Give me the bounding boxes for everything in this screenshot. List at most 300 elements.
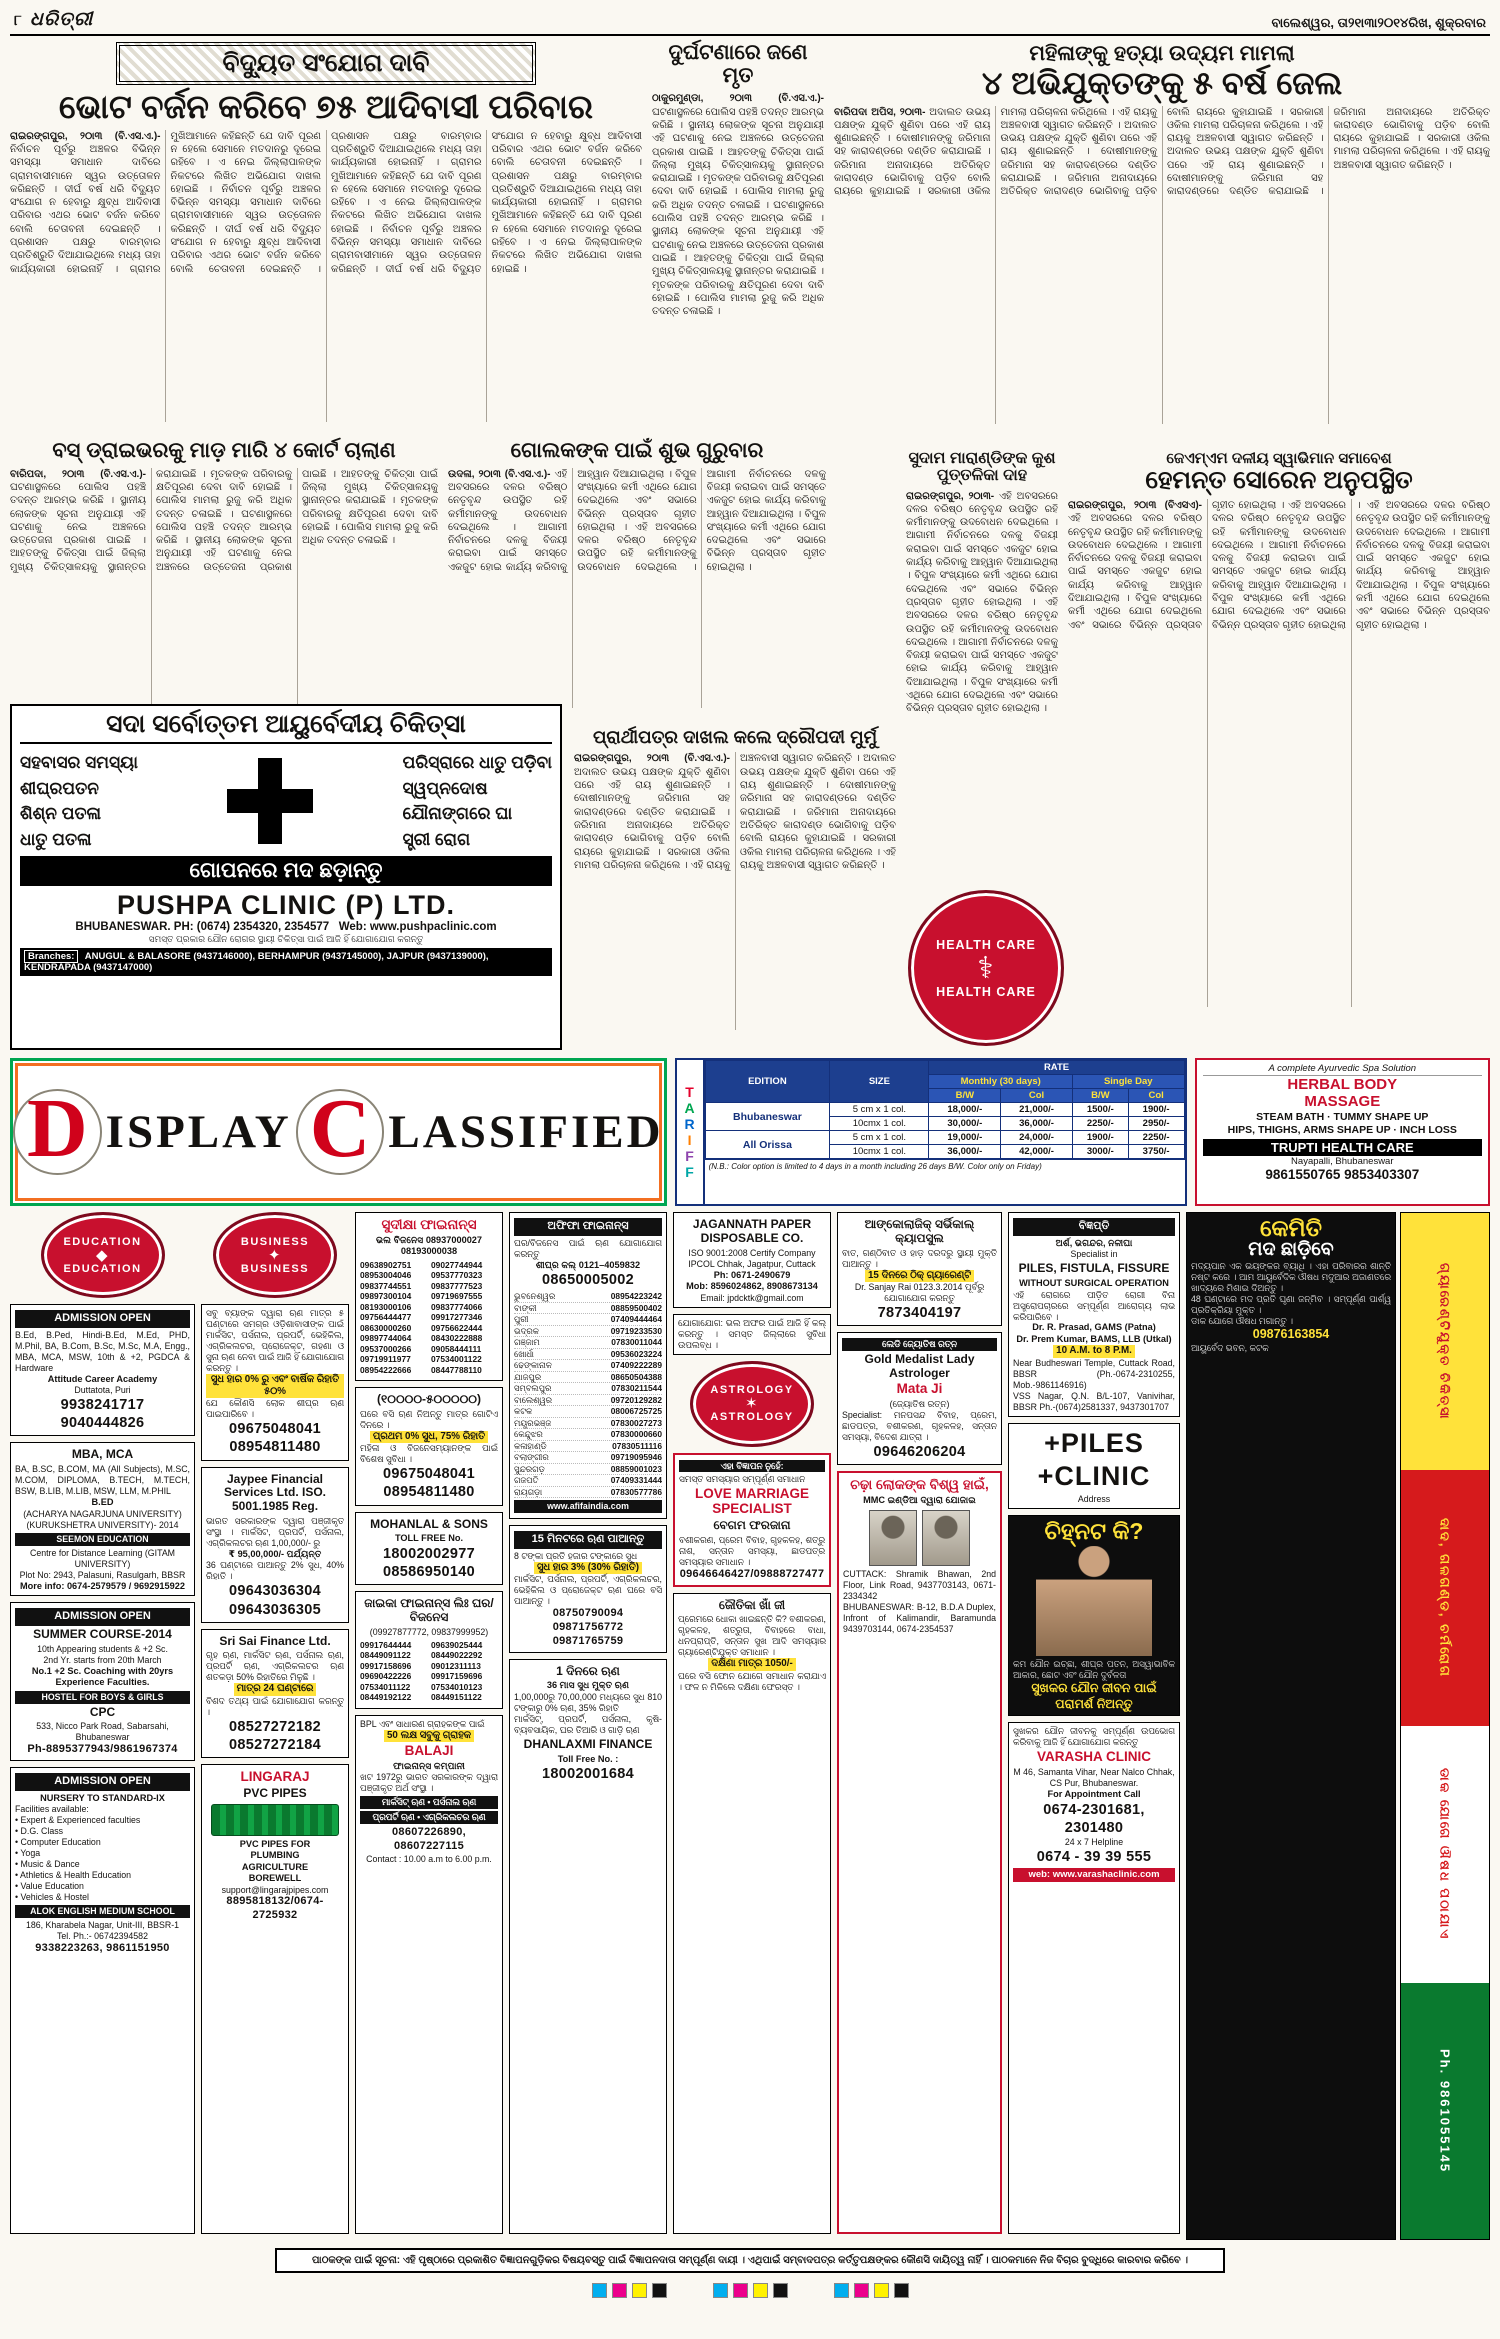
ad-jaypee-financial	[201, 1467, 349, 1623]
ad-text-line: B.ED	[91, 1497, 114, 1508]
masthead	[10, 6, 1490, 36]
ad-text-line: ପ୍ରେମରେ ଧୋକା ଖାଇଛନ୍ତି କି? ବଶୀକରଣ, ଗୃହକଳହ, ଶତ୍ରୁତା, ବିବାହରେ ବାଧା, ଧନପ୍ରାପ୍ତି, ସନ୍ତାନ ସୁଖ ଆଦି ସମସ୍ୟାର ଗ୍ୟାରେଣ୍ଟିଯୁକ୍ତ ସମାଧାନ ।	[678, 1614, 826, 1658]
phone-number: 08430222888	[431, 1333, 483, 1344]
story-dateline: ରାଇରଙ୍ଗପୁର, ୨୦ା୩ (ବି.ଏସ.ଏ.)-	[574, 753, 730, 765]
district-phone-row	[514, 1464, 662, 1476]
cmyk-mark-group	[834, 2283, 909, 2298]
edition-dateline: ବାଲେଶ୍ୱର, ତା୨୧ା୩ା୨୦୧୪ରିଖ, ଶୁକ୍ରବାର	[1271, 15, 1486, 30]
ad-text-line: • Athletics & Health Education	[15, 1870, 132, 1881]
badge-label: EDUCATION	[63, 1235, 142, 1248]
phone-number: 07534011122	[360, 1681, 411, 1692]
district-phone-row	[514, 1314, 662, 1326]
ad-text-line: 08954811480	[383, 1484, 475, 1501]
district-phone-row	[514, 1349, 662, 1361]
story-text: ଅଦାଲତ ଉଭୟ ପକ୍ଷଙ୍କ ଯୁକ୍ତି ଶୁଣିବା ପରେ ଏହି ରାୟ ଶୁଣାଇଛନ୍ତି । ଦୋଷୀମାନଙ୍କୁ ଜରିମାନା ସହ କାରାଦଣ୍ଡରେ ଦଣ୍ଡିତ କରାଯାଇଛି । ଜରିମାନା ଅନାଦାୟରେ ଅତିରିକ୍ତ କାରାଦଣ୍ଡ ଭୋଗିବାକୁ ପଡ଼ିବ ବୋଲି ରାୟରେ କୁହାଯାଇଛି । ସରକାରୀ ଓକିଲ ମାମଲା ପରିଚାଳନା କରିଥିଲେ । ଏହି ରାୟକୁ ଅଞ୍ଚଳବାସୀ ସ୍ୱାଗତ କରିଛନ୍ତି । ଅଦାଲତ ଉଭୟ ପକ୍ଷଙ୍କ ଯୁକ୍ତି ଶୁଣିବା ପରେ ଏହି ରାୟ ଶୁଣାଇଛନ୍ତି । ଦୋଷୀମାନଙ୍କୁ ଜରିମାନା ସହ କାରାଦଣ୍ଡରେ ଦଣ୍ଡିତ କରାଯାଇଛି । ଜରିମାନା ଅନାଦାୟରେ ଅତିରିକ୍ତ କାରାଦଣ୍ଡ ଭୋଗିବାକୁ ପଡ଼ିବ ବୋଲି ରାୟରେ କୁହାଯାଇଛି । ସରକାରୀ ଓକିଲ ମାମଲା ପରିଚାଳନା କରିଥିଲେ । ଏହି ରାୟକୁ ଅଞ୍ଚଳବାସୀ ସ୍ୱାଗତ କରିଛନ୍ତି । ଅଦାଲତ ଉଭୟ ପକ୍ଷଙ୍କ ଯୁକ୍ତି ଶୁଣିବା ପରେ ଏହି ରାୟ ଶୁଣାଇଛନ୍ତି । ଦୋଷୀମାନଙ୍କୁ ଜରିମାନା ସହ କାରାଦଣ୍ଡରେ ଦଣ୍ଡିତ କରାଯାଇଛି । ଜରିମାନା ଅନାଦାୟରେ ଅତିରିକ୍ତ କାରାଦଣ୍ଡ ଭୋଗିବାକୁ ପଡ଼ିବ ବୋଲି ରାୟରେ କୁହାଯାଇଛି । ସରକାରୀ ଓକିଲ ମାମଲା ପରିଚାଳନା କରିଥିଲେ । ଏହି ରାୟକୁ ଅଞ୍ଚଳବାସୀ ସ୍ୱାଗତ କରିଛନ୍ତି ।	[834, 106, 1490, 198]
ad-text-line: PVC PIPES FOR	[239, 1838, 311, 1849]
tariff-header-cell: Single Day	[1072, 1075, 1184, 1089]
ad-text-line: M 46, Samanta Vihar, Near Nalco Chhak, CS Pur, Bhubaneswar.	[1013, 1767, 1175, 1789]
ad-balaji-finance	[355, 1715, 503, 2234]
district-name: କଳାହାଣ୍ଡି	[514, 1440, 547, 1451]
ad-text-line: PILES, FISTULA, FISSURE	[1018, 1261, 1170, 1276]
phone-number: 09639025444	[431, 1639, 483, 1650]
phone-number: 07534001122	[431, 1354, 482, 1365]
ad-text-line: JAGANNATH PAPER DISPOSABLE CO.	[692, 1217, 812, 1245]
phone-number: 09719911977	[360, 1354, 411, 1365]
phone-number: 09058444111	[431, 1343, 482, 1354]
ad-text-line: • D.G. Class	[15, 1826, 64, 1837]
ad-piles-clinic	[1008, 1423, 1180, 1509]
phone-number: 09917277346	[431, 1312, 483, 1323]
ad-text-line: 50 ଲକ୍ଷ ସବୁକୁ ଗ୍ରାହକ	[384, 1730, 474, 1742]
ad-text-line: (09927877772, 09837999952)	[369, 1626, 489, 1637]
ad-text-line: Specialist in	[1070, 1249, 1118, 1260]
ad-text-line: ସୁଖକର ଯୌନ ଜୀବନକୁ ସମ୍ପୂର୍ଣ୍ଣ ଉପଭୋଗ କରିବାକୁ ଆଜି ହିଁ ଯୋଗାଯୋଗ କରନ୍ତୁ	[1013, 1726, 1175, 1748]
color-swatch	[632, 2283, 647, 2298]
color-swatch	[854, 2283, 869, 2298]
ad-text-line: B.Ed, B.Ped, Hindi-B.Ed, M.Ed, PHD, M.Phil, BA, B.Com, B.Sc, M.Sc, M.A, Engg., MBA, MCA, MSW, 10th & +2, PGDCA & Hardware	[15, 1329, 190, 1373]
ad-text-line: • Vehicles & Hostel	[15, 1892, 89, 1903]
ad-text-line: Contact : 10.00 a.m to 6.00 p.m.	[366, 1853, 492, 1864]
story-text: ଏହି ଅବସରରେ ଦଳର ବରିଷ୍ଠ ନେତୃବୃନ୍ଦ ଉପସ୍ଥିତ ରହି କର୍ମୀମାନଙ୍କୁ ଉଦବୋଧନ ଦେଇଥିଲେ । ଆଗାମୀ ନିର୍ବାଚନରେ ଦଳକୁ ବିଜୟୀ କରାଇବା ପାଇଁ ସମସ୍ତେ ଏକଜୁଟ ହୋଇ କାର୍ଯ୍ୟ କରିବାକୁ ଆହ୍ୱାନ ଦିଆଯାଇଥିଲା । ବିପୁଳ ସଂଖ୍ୟାରେ କର୍ମୀ ଏଥିରେ ଯୋଗ ଦେଇଥିଲେ ଏବଂ ସଭାରେ ବିଭିନ୍ନ ପ୍ରସ୍ତାବ ଗୃହୀତ ହୋଇଥିଲା । ଏହି ଅବସରରେ ଦଳର ବରିଷ୍ଠ ନେତୃବୃନ୍ଦ ଉପସ୍ଥିତ ରହି କର୍ମୀମାନଙ୍କୁ ଉଦବୋଧନ ଦେଇଥିଲେ । ଆଗାମୀ ନିର୍ବାଚନରେ ଦଳକୁ ବିଜୟୀ କରାଇବା ପାଇଁ ସମସ୍ତେ ଏକଜୁଟ ହୋଇ କାର୍ଯ୍ୟ କରିବାକୁ ଆହ୍ୱାନ ଦିଆଯାଇଥିଲା । ବିପୁଳ ସଂଖ୍ୟାରେ କର୍ମୀ ଏଥିରେ ଯୋଗ ଦେଇଥିଲେ ଏବଂ ସଭାରେ ବିଭିନ୍ନ ପ୍ରସ୍ତାବ ଗୃହୀତ ହୋଇଥିଲା ।	[448, 468, 826, 573]
ad-text-line: ପ୍ରପର୍ଟି ଋଣ • ଏଗ୍ରିକଲଚର ଋଣ	[360, 1811, 498, 1824]
district-phone-row	[514, 1383, 662, 1395]
phone-number: 09690422226	[360, 1671, 412, 1682]
edge-strip-ads	[1400, 1212, 1490, 2240]
ad-text-line: 0674-2301681, 2301480	[1043, 1801, 1145, 1836]
ad-text-line: Specialist: ମନପସନ୍ଦ ବିବାହ, ପ୍ରେମ, ଛାଡପତ୍ର, ବଶୀକରଣ, ଗୃହକଳହ, ସନ୍ତାନ ସମସ୍ୟା, ବିଦେଶ ଯାତ୍ରା ।	[842, 1410, 997, 1443]
tariff-letter: I	[687, 1132, 692, 1148]
tariff-edition: Bhubaneswar	[705, 1103, 830, 1131]
symptom-item: ପରିସ୍ରାରେ ଧାତୁ ପଡ଼ିବା	[402, 753, 552, 772]
ad-text-line: ମଦ୍ୟପାନ ଏକ ଭୟଙ୍କର ବ୍ୟାଧି । ଏହା ପରିବାରର ଶାନ୍ତି ନଷ୍ଟ କରେ । ଆମ ଆୟୁର୍ବେଦିକ ଔଷଧ ମଦୁଆର ଅଜାଣତରେ ଖାଦ୍ୟରେ ମିଶାଇ ଦିଅନ୍ତୁ ।	[1191, 1261, 1391, 1293]
tariff-head	[705, 1061, 1184, 1103]
phone-number: 07534010123	[431, 1681, 483, 1692]
ad-text-line: 08586950140	[382, 1563, 475, 1580]
banner-letter-d: D	[13, 1089, 102, 1174]
ad-seemon-education	[10, 1442, 195, 1596]
ad-sri-sai-finance	[201, 1629, 349, 1758]
ad-text-line: 09643036305	[228, 1601, 321, 1618]
tariff-cell: 3750/-	[1128, 1145, 1184, 1159]
ad-pushpa-clinic	[10, 704, 562, 1050]
story-headline: ଭୋଟ ବର୍ଜନ କରିବେ ୭୫ ଆଦିବାସୀ ପରିବାର	[58, 88, 594, 125]
print-registration-marks	[10, 2283, 1490, 2298]
story-vote-boycott	[10, 42, 642, 422]
color-swatch	[753, 2283, 768, 2298]
star-icon: ✶	[744, 1395, 760, 1412]
ad-text-line: ₹ 95,00,000/- ପର୍ଯ୍ୟନ୍ତ	[228, 1548, 322, 1559]
pvc-pipes-image	[211, 1804, 340, 1836]
district-phone: 07830011044	[611, 1337, 662, 1348]
ad-text-line: Dr. Sanjay Rai 0123.3.2014 ପୂର୍ବରୁ ଯୋଗାଯୋଗ କରନ୍ତୁ	[854, 1281, 985, 1303]
ad-text-line: ADMISSION OPEN	[15, 1773, 190, 1791]
ad-text-line: Jaypee Financial Services Ltd. ISO. 5001.1985 Reg.	[223, 1471, 327, 1514]
ad-text-line: 0674 - 39 39 555	[1036, 1849, 1152, 1865]
ad-text-line: 10 A.M. to 8 P.M.	[1053, 1345, 1135, 1357]
story-jail-verdict	[834, 42, 1490, 424]
phone-number: 08449151122	[431, 1692, 482, 1703]
badge-label: BUSINESS	[240, 1262, 310, 1275]
tariff-cell: 5 cm x 1 col.	[830, 1131, 929, 1145]
phone-number: 08193000106	[360, 1301, 412, 1312]
ad-text-line: 09871765759	[552, 1634, 624, 1647]
ad-text-line: 08527272184	[228, 1736, 321, 1753]
tariff-cell: 30,000/-	[929, 1117, 1001, 1131]
district-phone-row	[514, 1303, 662, 1315]
ad-text-line: WITHOUT SURGICAL OPERATION	[1019, 1278, 1169, 1289]
phone-list	[360, 1260, 498, 1376]
ad-text-line: 48 ଘଣ୍ଟାରେ ମଦ ପ୍ରତି ଘୃଣା ଜନ୍ମିବ । ସମ୍ପୂର୍ଣ୍ଣ ପାର୍ଶ୍ୱ ପ୍ରତିକ୍ରିୟା ମୁକ୍ତ ।	[1191, 1293, 1391, 1315]
ad-text-line: 09675048041	[228, 1421, 321, 1438]
phone-number: 09917644444	[360, 1639, 412, 1650]
ad-text-line: ବିଶଦ ତଥ୍ୟ ପାଇଁ ଯୋଗାଯୋଗ କରନ୍ତୁ ।	[206, 1695, 344, 1717]
district-name: କଟକ	[514, 1406, 533, 1417]
ad-text-line: Mata Ji	[896, 1381, 943, 1397]
ad-text-line: ଭାରତ ସରକାରଙ୍କ ଦ୍ୱାରା ପଞ୍ଜୀକୃତ ସଂସ୍ଥା । ମାର୍କସିଟ, ପ୍ରପର୍ଟି, ପର୍ସନାଲ, ଏଗ୍ରିକଲଚର ଋଣ 1,00,000/- ରୁ	[206, 1515, 344, 1548]
story-body	[574, 752, 896, 1030]
tariff-cell: 21,000/-	[1001, 1103, 1073, 1117]
district-name: ରାୟଗଡ଼ା	[514, 1486, 543, 1497]
ad-text-line: BALAJI	[404, 1742, 454, 1758]
color-swatch	[652, 2283, 667, 2298]
phone-number: 09837774066	[431, 1301, 483, 1312]
ad-text-line: ସୁଧ ହାର 0% ରୁ ଏବଂ ବାର୍ଷିକ ରିହାତି ୫୦%	[206, 1374, 344, 1398]
portrait-photo	[922, 1510, 970, 1566]
phone-number: 09027744944	[431, 1259, 483, 1270]
col-education	[10, 1212, 195, 2240]
tariff-cell: 18,000/-	[929, 1103, 1001, 1117]
trupti-line: MASSAGE	[1304, 1093, 1381, 1111]
col-piles	[1008, 1212, 1180, 2240]
male-figure-image	[1036, 1546, 1153, 1656]
story-dateline: ଠାକୁରମୁଣ୍ଡା, ୨୦ା୩ (ବି.ଏସ.ଏ.)-	[652, 93, 824, 105]
story-accident-death	[652, 42, 824, 392]
ad-text-line: ସୁଧ ହାର 3% (30% ରିହାତି)	[534, 1562, 642, 1574]
symptom-item: ସହବାସର ସମସ୍ୟା	[20, 753, 138, 772]
district-name: ବାଲେଶ୍ୱର	[514, 1394, 553, 1405]
page-number: ୮	[14, 11, 22, 29]
ad-text-line: SUMMER COURSE-2014	[33, 1626, 172, 1641]
district-phone: 09719233530	[610, 1325, 662, 1336]
ad-chinhata-ki	[1008, 1515, 1180, 1716]
ad-love-marriage	[673, 1453, 831, 1587]
tariff-cell: 2250/-	[1072, 1117, 1128, 1131]
ad-text-line: (ACHARYA NAGARJUNA UNIVERSITY) (KURUKSHETRA UNIVERSITY)- 2014	[23, 1508, 182, 1530]
ad-text-line: ମଦ ଛାଡ଼ିବେ	[1248, 1239, 1334, 1261]
color-swatch	[612, 2283, 627, 2298]
ad-jaika-finance	[355, 1591, 503, 1709]
phone-number: 09837744551	[360, 1280, 412, 1291]
story-golak-thursday	[448, 440, 826, 708]
ad-alok-school	[10, 1767, 195, 2234]
edge-strip-segment: ଗ୍ୟାରେଣ୍ଟିଯୁକ୍ତ ଚିକିତ୍ସା	[1401, 1213, 1489, 1470]
ad-text-line: MBA, MCA	[71, 1447, 134, 1462]
ad-loan-range	[355, 1387, 503, 1505]
tariff-letter: F	[685, 1148, 694, 1165]
tariff-header-cell: B/W	[1072, 1089, 1128, 1103]
district-name: ମୟୂରଭଞ୍ଜ	[514, 1417, 552, 1428]
ad-text-line: Near Budheswari Temple, Cuttack Road, BBSR (Ph.-0674-2310255, Mob.-9861146916)	[1013, 1357, 1175, 1390]
tariff-header-cell: SIZE	[830, 1061, 929, 1103]
district-phone-row	[514, 1429, 662, 1441]
ad-text-line: ଜାଇକା ଫାଇନାନ୍ସ ଲିଃ ଘର/ବିଜନେସ	[364, 1596, 494, 1624]
ad-text-line: Mob: 8596024862, 8908673134	[686, 1281, 818, 1292]
portrait-photos	[843, 1510, 996, 1566]
ad-text-line: 186, Kharabela Nagar, Unit-III, BBSR-1	[25, 1920, 180, 1931]
phone-number: 09719697555	[431, 1291, 483, 1302]
ad-mohanlal-sons	[355, 1512, 503, 1586]
tariff-header-cell: Col	[1128, 1089, 1184, 1103]
ad-text-line: ପ୍ରଥମ 0% ସୁଧ, 75% ରିହାତି	[370, 1431, 488, 1443]
tariff-cell: 1500/-	[1072, 1103, 1128, 1117]
col-finance-numbers	[355, 1212, 503, 2240]
phone-number: 09837777523	[431, 1280, 483, 1291]
ad-text-line: 08750790094	[552, 1607, 624, 1620]
ad-text-line: Centre for Distance Learning (GITAM UNIVERSITY)	[29, 1547, 176, 1569]
ad-text-line: 08193000038	[400, 1246, 458, 1257]
ad-text-line: ବାତ, ଗଣ୍ଠିବାତ ଓ ହାଡ଼ ଦରଦରୁ ସ୍ଥାୟୀ ମୁକ୍ତି ପାଆନ୍ତୁ ।	[842, 1247, 997, 1269]
ad-text-line: 18002001684	[541, 1766, 634, 1783]
ad-trupti-health-care: A complete Ayurvedic Spa Solution HERBAL BODY MASSAGE STEAM BATH · TUMMY SHAPE UP HIPS, THIGHS, ARMS SHAPE UP · INCH LOSS TRUPTI HEALTH CARE Nayapalli, Bhubaneswar 9861550765 9853403307	[1195, 1058, 1490, 1206]
ad-text-line: 08650005002	[541, 1272, 634, 1289]
banner-letter-c: C	[296, 1089, 385, 1174]
ad-text-line: ମାର୍କସିଟ୍, ପ୍ରପର୍ଟି, ପର୍ସନାଲ, କୃଷି-ବ୍ୟବସାୟିକ, ଘର ତିଆରି ଓ ଗାଡ଼ି ଋଣ	[514, 1713, 662, 1735]
ad-text-line: ବିଜ୍ଞପ୍ତି	[1013, 1218, 1175, 1236]
district-phone-row	[514, 1418, 662, 1430]
cmyk-mark-group	[713, 2283, 788, 2298]
symptom-item: ସ୍ୱପ୍ନଦୋଷ	[402, 778, 488, 798]
color-swatch	[834, 2283, 849, 2298]
tariff-header-cell: B/W	[929, 1089, 1001, 1103]
ad-text-line: ADMISSION OPEN	[15, 1608, 190, 1626]
ad-mmc-india	[837, 1471, 1002, 2234]
district-phone-row	[514, 1337, 662, 1349]
ad-text-line: ଘରେ ବସି ଫୋନ ଯୋଗେ ସମାଧାନ କରାଯାଏ । ଫଳ ନ ମିଳିଲେ ଦକ୍ଷିଣା ଫେରସ୍ତ ।	[678, 1670, 826, 1692]
ad-text-line: IPCOL Chhak, Jagatpur, Cuttack	[688, 1258, 816, 1269]
district-phone: 07830577786	[610, 1486, 662, 1497]
symptom-list-right	[403, 750, 552, 852]
ad-text-line: +CLINIC	[1037, 1461, 1151, 1492]
ad-text-line: AGRICULTURE	[241, 1861, 309, 1872]
ad-text-line: ଏହା ବିଜ୍ଞାପନ ନୁହେଁ:	[679, 1460, 825, 1473]
ad-text-line: ସବୁ ବ୍ୟାଙ୍କ ଦ୍ୱାରା ଋଣ ମାତ୍ର ୫ ଘଣ୍ଟାରେ ସମଗ୍ର ଓଡ଼ିଶାବାସୀଙ୍କ ପାଇଁ ମାର୍କସିଟ, ପର୍ସନାଲ, ପ୍ରପର୍ଟି, ଭେହିକିଲ, ଏଗ୍ରିକଲଚର, ପ୍ରୋଜେକ୍ଟ, ଗହଣା ଓ ସୁନା ଋଣ ନେବା ପାଇଁ ଆଜି ହିଁ ଯୋଗାଯୋଗ କରନ୍ତୁ ।	[206, 1308, 344, 1373]
ad-text-line: 15 ଦିନରେ ଠିକ୍ ଗ୍ୟାରେଣ୍ଟି	[865, 1270, 974, 1282]
ad-text-line: ସୁଖକର ଯୌନ ଜୀବନ ପାଇଁ ପରାମର୍ଶ ନିଅନ୍ତୁ	[1031, 1681, 1157, 1711]
ad-text-line: ଆୟୁର୍ବେଦ ଭବନ, କଟକ	[1191, 1342, 1269, 1353]
tariff-cell: 10cmx 1 col.	[830, 1145, 929, 1159]
ad-text-line: Duttatota, Puri	[74, 1385, 131, 1396]
col-afifa	[509, 1212, 667, 2240]
story-body	[10, 468, 438, 708]
ad-text-line: 10th Appearing students & +2 Sc.	[37, 1643, 168, 1654]
ad-text-line: Email: jpdcktk@gmail.com	[700, 1292, 804, 1303]
ad-text-line: 533, Nicco Park Road, Sabarsahi, Bhubaneswar	[36, 1721, 169, 1743]
edge-strip-segment: ଦାଦ, ଗଳଗଣ୍ଡ, ଚର୍ମରୋଗ	[1401, 1470, 1489, 1727]
ad-text-line: Plot No: 2943, Palasuni, Rasulgarh, BBSR	[19, 1569, 186, 1580]
ad-text-line: 36 ଘଣ୍ଟାରେ ପାଆନ୍ତୁ 2% ସୁଧ, 40% ରିହାତି ।	[206, 1560, 344, 1582]
phone-number: 09537770323	[431, 1270, 483, 1281]
tariff-edition: All Orissa	[705, 1131, 830, 1159]
ad-admission-open-bed	[10, 1304, 195, 1436]
badge-label: ASTROLOGY	[710, 1384, 794, 1396]
ad-text-line: BOREWELL	[248, 1873, 302, 1883]
story-body	[652, 92, 824, 392]
ad-text-line: Tel. Ph.:- 06742394582	[57, 1931, 148, 1942]
handshake-icon: ✦	[267, 1246, 283, 1264]
ad-text-line: SEEMON EDUCATION	[15, 1533, 190, 1546]
col-right-edge	[1186, 1212, 1490, 2240]
medical-cross-icon	[227, 758, 313, 844]
district-name: ବଲାଙ୍ଗୀର	[514, 1452, 549, 1463]
district-phone: 08859001023	[610, 1463, 662, 1474]
ad-text-line: ଏହି ରୋଗରେ ପୀଡ଼ିତ ରୋଗୀ ବିନା ଅସ୍ତ୍ରୋପଚାରରେ ସମ୍ପୂର୍ଣ୍ଣ ଆରୋଗ୍ୟ ଲାଭ କରିପାରିବେ ।	[1013, 1289, 1175, 1322]
symptom-item: ଧାତୁ ପତଳା	[20, 829, 92, 849]
ad-dhanlaxmi-finance	[509, 1659, 667, 2235]
badge-business	[213, 1212, 337, 1298]
phone-number: 09897300104	[360, 1291, 412, 1302]
tariff-cell: 2250/-	[1128, 1131, 1184, 1145]
story-headline: ଗୋଲକଙ୍କ ପାଇଁ ଶୁଭ ଗୁରୁବାର	[510, 439, 764, 462]
color-swatch	[894, 2283, 909, 2298]
phone-number: 08449192122	[360, 1692, 412, 1703]
ad-ancolajik-capsule	[837, 1212, 1002, 1326]
ad-text-line: ଘର/ବିଜନେସ ପାଇଁ ଋଣ ଯୋଗାଯୋଗ କରନ୍ତୁ	[514, 1237, 662, 1259]
tariff-table	[705, 1060, 1185, 1159]
tariff-letter: R	[684, 1115, 695, 1132]
ad-text-line: web: www.varashaclinic.com	[1013, 1868, 1175, 1882]
ad-text-line: (ଜ୍ୟୋତିଷ ରତ୍ନ)	[889, 1399, 950, 1410]
ad-text-line: 8 ଟଙ୍କା ପ୍ରତି ହଜାର ଟଙ୍କାରେ ସୁଧ	[514, 1551, 638, 1562]
ad-15min-loan	[509, 1525, 667, 1652]
classified-banner-row	[10, 1058, 1490, 1206]
district-phone-list	[514, 1291, 662, 1498]
ad-text-line: ଘରେ ବସି ଋଣ ନିଅନ୍ତୁ ମାତ୍ର ଗୋଟିଏ ଦିନରେ ।	[360, 1409, 498, 1431]
ad-text-line: ମାର୍କସିଟ୍ ଋଣ • ପର୍ସନାଲ ଋଣ	[360, 1796, 498, 1809]
tariff-cell: 3000/-	[1072, 1145, 1128, 1159]
trupti-name: TRUPTI HEALTH CARE	[1203, 1139, 1482, 1156]
ad-text-line: ADMISSION OPEN	[15, 1310, 190, 1328]
pushpa-note: ସମସ୍ତ ପ୍ରକାର ଯୌନ ରୋଗର ସ୍ଥାୟୀ ଚିକିତ୍ସା ପାଇଁ ଆଜି ହିଁ ଯୋଗାଯୋଗ କରନ୍ତୁ	[148, 934, 424, 944]
news-section	[10, 36, 1490, 1052]
district-phone-row	[514, 1487, 662, 1499]
ad-text-line: 08954811480	[229, 1439, 321, 1456]
district-phone: 07409222289	[610, 1360, 662, 1371]
ad-sudiksha-finance	[355, 1212, 503, 1381]
district-phone-row	[514, 1291, 662, 1303]
ad-text-line: ଆଙ୍କୋଲାଜିକ୍ ସର୍ଭିକାଲ୍ କ୍ୟାପସୁଲ	[864, 1217, 975, 1245]
ad-text-line: 09871756772	[552, 1621, 624, 1633]
district-phone-row	[514, 1326, 662, 1338]
story-dateline: ଉଦଳା, ୨୦ା୩ (ବି.ଏସ.ଏ.)-	[448, 468, 551, 480]
ad-mata-ji-astrologer	[837, 1332, 1002, 1465]
ad-text-line: ମହିଳା ଓ ବିଜନେସମ୍ୟାନଙ୍କ ପାଇଁ ବିଶେଷ ସୁବିଧା ।	[360, 1443, 498, 1465]
banner-word-classified: LASSIFIED	[388, 1106, 664, 1158]
district-name: ଖୋର୍ଧା	[514, 1348, 534, 1359]
ad-text-line: ଅର୍ଶ, ଭଗନ୍ଦର, ନଳୀଘା	[1055, 1237, 1133, 1248]
ad-text-line: ମାତ୍ର 24 ଘଣ୍ଟାରେ	[234, 1683, 317, 1695]
ad-text-line: ଯେ କୌଣସି ଲୋକ ଶୀଘ୍ର ଋଣ ପାଇପାରିବେ ।	[206, 1398, 344, 1420]
newspaper-title: ଧରିତ୍ରୀ	[29, 9, 94, 30]
pushpa-web: Web: www.pushpaclinic.com	[338, 921, 497, 933]
trupti-line: HIPS, THIGHS, ARMS SHAPE UP	[1227, 1123, 1391, 1136]
phone-number: 08953004046	[360, 1270, 412, 1281]
trupti-line: TUMMY SHAPE UP	[1333, 1110, 1429, 1123]
badge-label: EDUCATION	[63, 1262, 142, 1275]
col-astrology	[673, 1212, 831, 2240]
tariff-vertical-label	[677, 1060, 705, 1204]
ad-text-line: ଅଫିଫା ଫାଇନାନ୍ସ	[514, 1218, 662, 1236]
ad-text-line: LOVE MARRIAGE SPECIALIST	[694, 1486, 809, 1517]
ad-text-line: (୧୦୦୦୦-୫୦୦୦୦୦)	[377, 1392, 481, 1407]
color-swatch	[773, 2283, 788, 2298]
ad-text-line: ବେଗମ ଫରଜାନା	[713, 1518, 791, 1533]
tariff-cell: 10cmx 1 col.	[830, 1117, 929, 1131]
trupti-address: Nayapalli, Bhubaneswar	[1291, 1155, 1394, 1167]
ad-text-line: PLUMBING	[250, 1850, 300, 1860]
ad-text-line: କେମିତି	[1259, 1215, 1323, 1241]
story-text: ଏହି ଅବସରରେ ଦଳର ବରିଷ୍ଠ ନେତୃବୃନ୍ଦ ଉପସ୍ଥିତ ରହି କର୍ମୀମାନଙ୍କୁ ଉଦବୋଧନ ଦେଇଥିଲେ । ଆଗାମୀ ନିର୍ବାଚନରେ ଦଳକୁ ବିଜୟୀ କରାଇବା ପାଇଁ ସମସ୍ତେ ଏକଜୁଟ ହୋଇ କାର୍ଯ୍ୟ କରିବାକୁ ଆହ୍ୱାନ ଦିଆଯାଇଥିଲା । ବିପୁଳ ସଂଖ୍ୟାରେ କର୍ମୀ ଏଥିରେ ଯୋଗ ଦେଇଥିଲେ ଏବଂ ସଭାରେ ବିଭିନ୍ନ ପ୍ରସ୍ତାବ ଗୃହୀତ ହୋଇଥିଲା । ଏହି ଅବସରରେ ଦଳର ବରିଷ୍ଠ ନେତୃବୃନ୍ଦ ଉପସ୍ଥିତ ରହି କର୍ମୀମାନଙ୍କୁ ଉଦବୋଧନ ଦେଇଥିଲେ । ଆଗାମୀ ନିର୍ବାଚନରେ ଦଳକୁ ବିଜୟୀ କରାଇବା ପାଇଁ ସମସ୍ତେ ଏକଜୁଟ ହୋଇ କାର୍ଯ୍ୟ କରିବାକୁ ଆହ୍ୱାନ ଦିଆଯାଇଥିଲା । ବିପୁଳ ସଂଖ୍ୟାରେ କର୍ମୀ ଏଥିରେ ଯୋଗ ଦେଇଥିଲେ ଏବଂ ସଭାରେ ବିଭିନ୍ନ ପ୍ରସ୍ତାବ ଗୃହୀତ ହୋଇଥିଲା । ଏହି ଅବସରରେ ଦଳର ବରିଷ୍ଠ ନେତୃବୃନ୍ଦ ଉପସ୍ଥିତ ରହି କର୍ମୀମାନଙ୍କୁ ଉଦବୋଧନ ଦେଇଥିଲେ । ଆଗାମୀ ନିର୍ବାଚନରେ ଦଳକୁ ବିଜୟୀ କରାଇବା ପାଇଁ ସମସ୍ତେ ଏକଜୁଟ ହୋଇ କାର୍ଯ୍ୟ କରିବାକୁ ଆହ୍ୱାନ ଦିଆଯାଇଥିଲା । ବିପୁଳ ସଂଖ୍ୟାରେ କର୍ମୀ ଏଥିରେ ଯୋଗ ଦେଇଥିଲେ ଏବଂ ସଭାରେ ବିଭିନ୍ନ ପ୍ରସ୍ତାବ ଗୃହୀତ ହୋଇଥିଲା ।	[1068, 500, 1490, 631]
ad-kemiti-mada-chhadibe	[1186, 1212, 1396, 2240]
story-text: ନିର୍ବାଚନ ପୂର୍ବରୁ ଅଞ୍ଚଳର ବିଭିନ୍ନ ସମସ୍ୟା ସମାଧାନ ଦାବିରେ ଗ୍ରାମବାସୀମାନେ ସ୍ୱର ଉତ୍ତୋଳନ କରିଛନ୍ତି । ଦୀର୍ଘ ବର୍ଷ ଧରି ବିଦ୍ୟୁତ ସଂଯୋଗ ନ ହେବାରୁ କ୍ଷୁବ୍ଧ ଆଦିବାସୀ ପରିବାର ଏଥର ଭୋଟ ବର୍ଜନ କରିବେ ବୋଲି ଚେତାବନୀ ଦେଇଛନ୍ତି । ପ୍ରଶାସନ ପକ୍ଷରୁ ବାରମ୍ବାର ପ୍ରତିଶ୍ରୁତି ଦିଆଯାଇଥିଲେ ମଧ୍ୟ ତାହା କାର୍ଯ୍ୟକାରୀ ହୋଇନାହିଁ । ଗ୍ରାମର ମୁଖିଆମାନେ କହିଛନ୍ତି ଯେ ଦାବି ପୂରଣ ନ ହେଲେ ସେମାନେ ମତଦାନରୁ ଦୂରେଇ ରହିବେ । ଏ ନେଇ ଜିଲ୍ଲାପାଳଙ୍କ ନିକଟରେ ଲିଖିତ ଅଭିଯୋଗ ଦାଖଲ ହୋଇଛି । ନିର୍ବାଚନ ପୂର୍ବରୁ ଅଞ୍ଚଳର ବିଭିନ୍ନ ସମସ୍ୟା ସମାଧାନ ଦାବିରେ ଗ୍ରାମବାସୀମାନେ ସ୍ୱର ଉତ୍ତୋଳନ କରିଛନ୍ତି । ଦୀର୍ଘ ବର୍ଷ ଧରି ବିଦ୍ୟୁତ ସଂଯୋଗ ନ ହେବାରୁ କ୍ଷୁବ୍ଧ ଆଦିବାସୀ ପରିବାର ଏଥର ଭୋଟ ବର୍ଜନ କରିବେ ବୋଲି ଚେତାବନୀ ଦେଇଛନ୍ତି । ପ୍ରଶାସନ ପକ୍ଷରୁ ବାରମ୍ବାର ପ୍ରତିଶ୍ରୁତି ଦିଆଯାଇଥିଲେ ମଧ୍ୟ ତାହା କାର୍ଯ୍ୟକାରୀ ହୋଇନାହିଁ । ଗ୍ରାମର ମୁଖିଆମାନେ କହିଛନ୍ତି ଯେ ଦାବି ପୂରଣ ନ ହେଲେ ସେମାନେ ମତଦାନରୁ ଦୂରେଇ ରହିବେ । ଏ ନେଇ ଜିଲ୍ଲାପାଳଙ୍କ ନିକଟରେ ଲିଖିତ ଅଭିଯୋଗ ଦାଖଲ ହୋଇଛି । ନିର୍ବାଚନ ପୂର୍ବରୁ ଅଞ୍ଚଳର ବିଭିନ୍ନ ସମସ୍ୟା ସମାଧାନ ଦାବିରେ ଗ୍ରାମବାସୀମାନେ ସ୍ୱର ଉତ୍ତୋଳନ କରିଛନ୍ତି । ଦୀର୍ଘ ବର୍ଷ ଧରି ବିଦ୍ୟୁତ ସଂଯୋଗ ନ ହେବାରୁ କ୍ଷୁବ୍ଧ ଆଦିବାସୀ ପରିବାର ଏଥର ଭୋଟ ବର୍ଜନ କରିବେ ବୋଲି ଚେତାବନୀ ଦେଇଛନ୍ତି । ପ୍ରଶାସନ ପକ୍ଷରୁ ବାରମ୍ବାର ପ୍ରତିଶ୍ରୁତି ଦିଆଯାଇଥିଲେ ମଧ୍ୟ ତାହା କାର୍ଯ୍ୟକାରୀ ହୋଇନାହିଁ । ଗ୍ରାମର ମୁଖିଆମାନେ କହିଛନ୍ତି ଯେ ଦାବି ପୂରଣ ନ ହେଲେ ସେମାନେ ମତଦାନରୁ ଦୂରେଇ ରହିବେ । ଏ ନେଇ ଜିଲ୍ଲାପାଳଙ୍କ ନିକଟରେ ଲିଖିତ ଅଭିଯୋଗ ଦାଖଲ ହୋଇଛି ।	[10, 130, 642, 275]
district-phone: 07830027273	[610, 1417, 662, 1428]
ad-text-line: ଚିହ୍ନଟ କି?	[1044, 1518, 1144, 1545]
symptom-list-left	[20, 750, 138, 852]
story-headline: ବସ୍ ଡ୍ରାଇଭରକୁ ମାଡ଼ ମାରି ୪ କୋର୍ଟ ଚାଲାଣ	[52, 439, 396, 462]
district-name: ସୁନ୍ଦରଗଡ଼	[514, 1463, 545, 1474]
banner-word-display: ISPLAY	[105, 1106, 292, 1158]
ad-text-line: LINGARAJ	[240, 1768, 310, 1784]
tariff-header-cell: RATE	[929, 1061, 1184, 1075]
portrait-photo	[869, 1510, 917, 1566]
district-name: ଗଞ୍ଜାମ	[514, 1337, 540, 1348]
ad-text-line: ISO 9001:2008 Certify Company	[688, 1247, 816, 1258]
ad-text-line: PVC PIPES	[243, 1785, 307, 1800]
district-name: ସମ୍ବଲପୁର	[514, 1383, 552, 1394]
classified-grid	[10, 1212, 1490, 2240]
story-text: ଘଟଣାସ୍ଥଳରେ ପୋଲିସ ପହଞ୍ଚି ତଦନ୍ତ ଆରମ୍ଭ କରିଛି । ସ୍ଥାନୀୟ ଲୋକଙ୍କ ସୂଚନା ଅନୁଯାୟୀ ଏହି ଘଟଣାକୁ ନେଇ ଅଞ୍ଚଳରେ ଉତ୍ତେଜନା ପ୍ରକାଶ ପାଇଛି । ଆହତଙ୍କୁ ଚିକିତ୍ସା ପାଇଁ ଜିଲ୍ଲା ମୁଖ୍ୟ ଚିକିତ୍ସାଳୟକୁ ସ୍ଥାନାନ୍ତର କରାଯାଇଛି । ମୃତକଙ୍କ ପରିବାରକୁ କ୍ଷତିପୂରଣ ଦେବା ଦାବି ହୋଇଛି । ପୋଲିସ ମାମଲା ରୁଜୁ କରି ଅଧିକ ତଦନ୍ତ ଚଳାଇଛି । ଘଟଣାସ୍ଥଳରେ ପୋଲିସ ପହଞ୍ଚି ତଦନ୍ତ ଆରମ୍ଭ କରିଛି । ସ୍ଥାନୀୟ ଲୋକଙ୍କ ସୂଚନା ଅନୁଯାୟୀ ଏହି ଘଟଣାକୁ ନେଇ ଅଞ୍ଚଳରେ ଉତ୍ତେଜନା ପ୍ରକାଶ ପାଇଛି । ଆହତଙ୍କୁ ଚିକିତ୍ସା ପାଇଁ ଜିଲ୍ଲା ମୁଖ୍ୟ ଚିକିତ୍ସାଳୟକୁ ସ୍ଥାନାନ୍ତର କରାଯାଇଛି । ମୃତକଙ୍କ ପରିବାରକୁ କ୍ଷତିପୂରଣ ଦେବା ଦାବି ହୋଇଛି । ପୋଲିସ ମାମଲା ରୁଜୁ କରି ଅଧିକ ତଦନ୍ତ ଚଳାଇଛି ।	[652, 106, 824, 318]
ad-text-line: ଫାଇନାନ୍ସ କମ୍ପାନୀ	[393, 1760, 465, 1771]
ad-text-line: 09646646427/09888727477	[679, 1567, 825, 1580]
ad-text-line: ବଶୀକରଣ, ପ୍ରେମ ବିବାହ, ଗୃହକଳହ, ଶତ୍ରୁ ନାଶ, ସନ୍ତାନ ସମସ୍ୟା, ଛାଡପତ୍ର ସମସ୍ୟାର ସମାଧାନ ।	[679, 1534, 825, 1567]
ad-text-line: 9040444826	[60, 1415, 145, 1432]
phone-number: 09012311113	[431, 1660, 481, 1671]
phone-number: 09917159696	[431, 1671, 483, 1682]
ad-text-line: ଲେଡି ଜ୍ୟୋତିଷ ରତ୍ନ	[842, 1338, 997, 1351]
ad-text-line: No.1 +2 Sc. Coaching with 20yrs Experience Faculties.	[31, 1665, 174, 1688]
phone-number: 08447788110	[431, 1364, 482, 1375]
ad-text-line: Dr. R. Prasad, GAMS (Patna)	[1032, 1322, 1156, 1333]
phone-number: 08449091122	[360, 1650, 411, 1661]
tariff-header-cell: Col	[1001, 1089, 1073, 1103]
story-murmu-nomination	[574, 728, 896, 1030]
branches-list: ANUGUL & BALASORE (9437146000), BERHAMPUR (9437145000), JAJPUR (9437139000), KENDRAPADA (9437147000)	[24, 951, 489, 973]
ad-text-line: ସୁଦୀକ୍ଷା ଫାଇନାନ୍ସ	[381, 1217, 477, 1232]
reader-disclaimer: ପାଠକଙ୍କ ପାଇଁ ସୂଚନା: ଏହି ପୃଷ୍ଠାରେ ପ୍ରକାଶିତ ବିଜ୍ଞାପନଗୁଡ଼ିକର ବିଷୟବସ୍ତୁ ପାଇଁ ବିଜ୍ଞାପନଦାତା ସମ୍ପୂର୍ଣ୍ଣ ଦାୟୀ । ଏଥିପାଇଁ ସମ୍ବାଦପତ୍ର କର୍ତ୍ତୃପକ୍ଷଙ୍କର କୌଣସି ଦାୟିତ୍ୱ ନାହିଁ । ପାଠକମାନେ ନିଜ ବିଚାର ବୁଦ୍ଧିରେ କାରବାର କରିବେ ।	[275, 2248, 1225, 2273]
ad-text-line: BHUBANESWAR: B-12, B.D.A Duplex, Infront of Kalimandir, Baramunda 9439703144, 0674-2354537	[843, 1601, 996, 1634]
district-name: ଭଦ୍ରକ	[514, 1325, 539, 1336]
district-name: ଯାଜପୁର	[514, 1371, 542, 1382]
ad-text-line: For Appointment Call	[1047, 1789, 1141, 1800]
symptom-item: ଶୀଘ୍ରପତନ	[20, 778, 99, 798]
story-kicker: ମହିଳାଙ୍କୁ ହତ୍ୟା ଉଦ୍ୟମ ମାମଲା	[1029, 42, 1295, 65]
district-phone-row	[514, 1372, 662, 1384]
symptom-item: ସ୍ତ୍ରୀ ରୋଗ	[402, 829, 471, 849]
tariff-cell: 2950/-	[1128, 1117, 1184, 1131]
col-health	[837, 1212, 1002, 2240]
ad-text-line: • Yoga	[15, 1848, 41, 1859]
ad-text-line: 09675048041	[382, 1466, 475, 1483]
story-body	[1068, 499, 1490, 1007]
